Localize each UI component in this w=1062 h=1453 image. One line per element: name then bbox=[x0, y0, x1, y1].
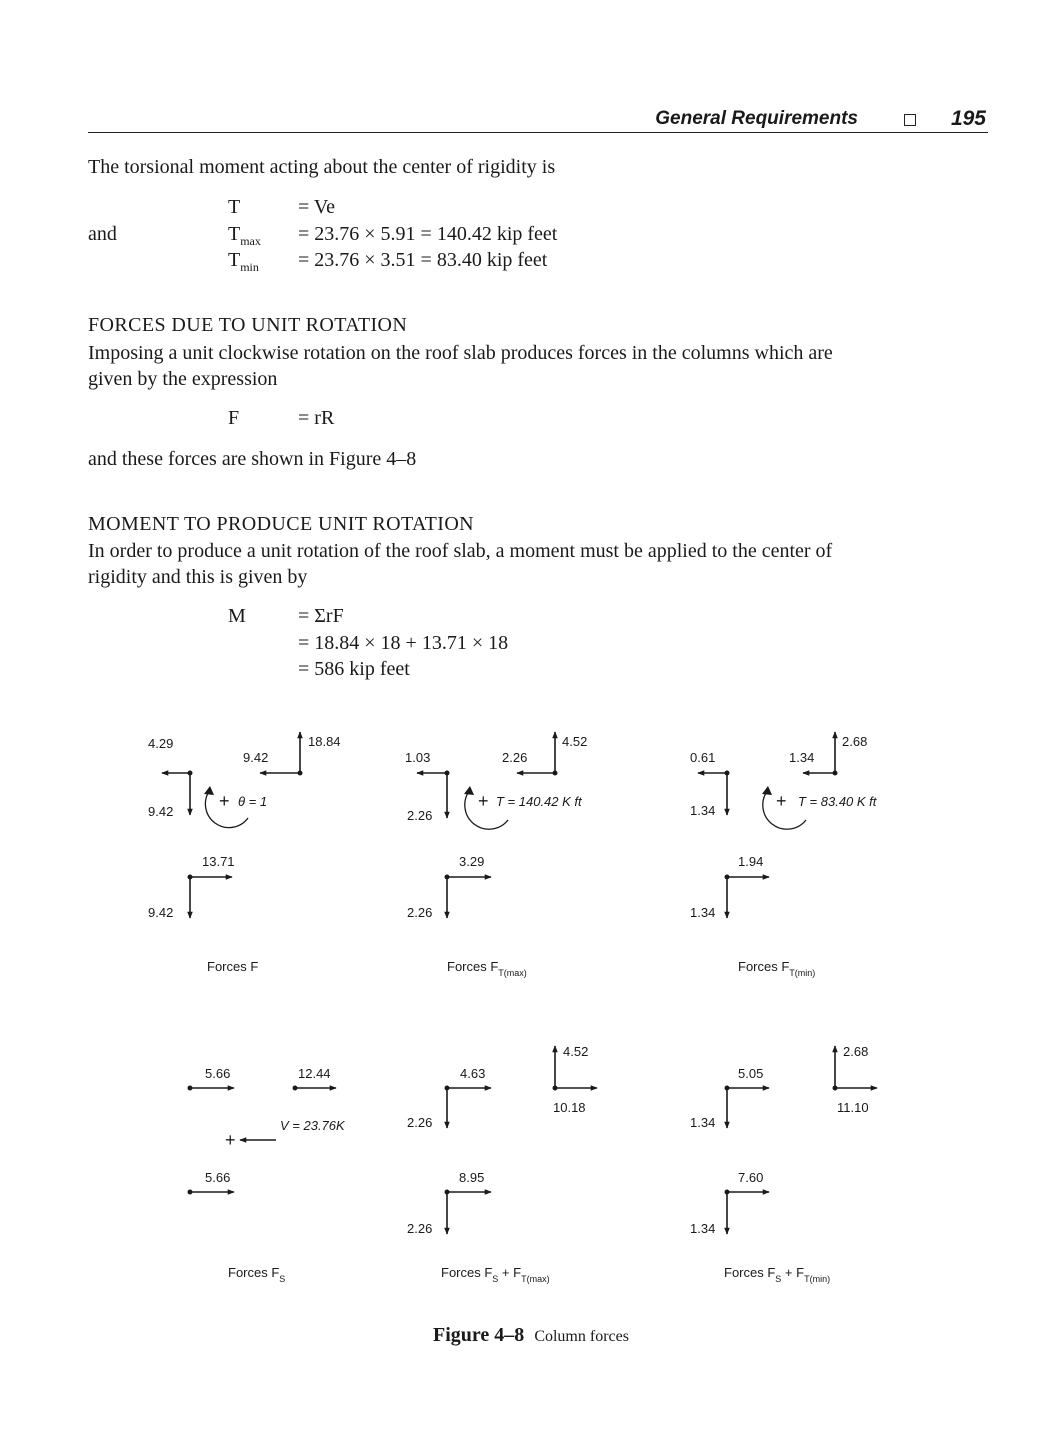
shear-label: V = 23.76K bbox=[280, 1118, 345, 1133]
force-label: 5.05 bbox=[738, 1066, 764, 1081]
rotation-arrowhead-icon bbox=[204, 786, 214, 795]
paragraph-shown-in-figure: and these forces are shown in Figure 4–8 bbox=[88, 448, 417, 470]
force-label: 5.66 bbox=[205, 1066, 231, 1081]
torsion-label: T = 140.42 K ft bbox=[496, 794, 582, 809]
force-label: 1.34 bbox=[690, 803, 716, 818]
column-node bbox=[445, 1190, 450, 1195]
column-node bbox=[553, 771, 558, 776]
force-label: 3.29 bbox=[459, 854, 485, 869]
force-label: 1.34 bbox=[690, 1221, 716, 1236]
column-node bbox=[188, 1190, 193, 1195]
force-label: 2.26 bbox=[407, 808, 433, 823]
force-label: 5.66 bbox=[205, 1170, 231, 1185]
diagram-forces-fs-ft-min bbox=[690, 1044, 877, 1284]
eq3-lhs: $T_{min}$ bbox=[228, 249, 259, 274]
force-label: 2.26 bbox=[407, 905, 433, 920]
diagram-title: Forces F bbox=[207, 959, 259, 974]
diagram-title: Forces $F_{T(min)}$ bbox=[738, 959, 816, 978]
diagram-forces-ft-max bbox=[405, 732, 587, 978]
force-label: 1.34 bbox=[789, 750, 815, 765]
figure-caption bbox=[0, 1324, 1062, 1347]
eq5-rhs: = ΣrF bbox=[298, 605, 344, 627]
column-node bbox=[725, 1086, 730, 1091]
column-node bbox=[188, 771, 193, 776]
paragraph-imposing-1: Imposing a unit clockwise rotation on the roof slab produces forces in the columns which are bbox=[88, 342, 833, 364]
force-label: 7.60 bbox=[738, 1170, 764, 1185]
figure-caption-label: Figure 4–8 bbox=[433, 1324, 525, 1346]
force-label: 2.68 bbox=[842, 734, 868, 749]
heading-forces-unit-rotation: FORCES DUE TO UNIT ROTATION bbox=[88, 314, 408, 336]
heading-moment-unit-rotation: MOMENT TO PRODUCE UNIT ROTATION bbox=[88, 513, 475, 535]
force-label: 10.18 bbox=[553, 1100, 586, 1115]
page-number: 195 bbox=[950, 107, 986, 130]
torsion-label: T = 83.40 K ft bbox=[798, 794, 877, 809]
eq2-rhs: = 23.76 × 5.91 = 140.42 kip feet bbox=[298, 223, 558, 245]
rotation-arrowhead-icon bbox=[762, 786, 772, 795]
diagram-forces-fs-ft-max bbox=[407, 1044, 597, 1284]
paragraph-imposing-2: given by the expression bbox=[88, 368, 278, 390]
eq3-rhs: = 23.76 × 3.51 = 83.40 kip feet bbox=[298, 249, 548, 271]
force-label: 0.61 bbox=[690, 750, 716, 765]
force-label: 18.84 bbox=[308, 734, 341, 749]
column-node bbox=[298, 771, 303, 776]
header-title: General Requirements bbox=[655, 108, 858, 129]
force-label: 2.68 bbox=[843, 1044, 869, 1059]
column-node bbox=[188, 875, 193, 880]
figure-caption-text: Column forces bbox=[534, 1328, 629, 1345]
force-label: 4.63 bbox=[460, 1066, 486, 1081]
force-label: 1.34 bbox=[690, 905, 716, 920]
plus-sign: + bbox=[478, 791, 489, 811]
diagram-forces-ft-min bbox=[690, 732, 878, 978]
force-label: 4.29 bbox=[148, 736, 174, 751]
rotation-label: θ = 1 bbox=[238, 794, 268, 809]
force-label: 1.94 bbox=[738, 854, 764, 869]
plus-sign: + bbox=[225, 1130, 236, 1150]
diagram-forces-f bbox=[148, 732, 341, 974]
eq4-rhs: = rR bbox=[298, 407, 335, 429]
force-label: 8.95 bbox=[459, 1170, 485, 1185]
force-label: 2.26 bbox=[407, 1221, 433, 1236]
eq7-rhs: = 586 kip feet bbox=[298, 658, 410, 680]
force-label: 2.26 bbox=[502, 750, 528, 765]
rotation-arrowhead-icon bbox=[464, 786, 474, 795]
eq1-rhs: = Ve bbox=[298, 196, 336, 218]
paragraph-moment-1: In order to produce a unit rotation of the roof slab, a moment must be applied to the center of bbox=[88, 540, 833, 562]
force-label: 4.52 bbox=[563, 1044, 589, 1059]
column-node bbox=[833, 771, 838, 776]
diagram-forces-fs bbox=[188, 1066, 347, 1284]
paragraph-moment-2: rigidity and this is given by bbox=[88, 566, 308, 588]
column-node bbox=[833, 1086, 838, 1091]
force-label: 12.44 bbox=[298, 1066, 331, 1081]
paragraph-torsion: The torsional moment acting about the center of rigidity is bbox=[88, 156, 556, 178]
diagram-title: Forces $F_S + F_{T(min)}$ bbox=[724, 1265, 831, 1284]
diagram-title: Forces $F_S$ bbox=[228, 1265, 286, 1284]
eq4-lhs: F bbox=[228, 407, 240, 429]
eq1-lhs: T bbox=[228, 196, 241, 218]
and-label: and bbox=[88, 223, 117, 245]
force-label: 1.34 bbox=[690, 1115, 716, 1130]
column-node bbox=[725, 771, 730, 776]
column-node bbox=[725, 875, 730, 880]
column-node bbox=[445, 771, 450, 776]
force-label: 13.71 bbox=[202, 854, 235, 869]
force-label: 2.26 bbox=[407, 1115, 433, 1130]
column-node bbox=[293, 1086, 298, 1091]
diagram-title: Forces $F_{T(max)}$ bbox=[447, 959, 527, 978]
force-label: 9.42 bbox=[243, 750, 269, 765]
eq2-lhs: $T_{max}$ bbox=[228, 223, 261, 248]
force-label: 4.52 bbox=[562, 734, 588, 749]
column-node bbox=[445, 875, 450, 880]
eq6-rhs: = 18.84 × 18 + 13.71 × 18 bbox=[298, 632, 509, 654]
plus-sign: + bbox=[776, 791, 787, 811]
diagram-title: Forces $F_S + F_{T(max)}$ bbox=[441, 1265, 550, 1284]
force-label: 9.42 bbox=[148, 804, 174, 819]
column-node bbox=[445, 1086, 450, 1091]
column-node bbox=[188, 1086, 193, 1091]
force-label: 9.42 bbox=[148, 905, 174, 920]
force-label: 11.10 bbox=[837, 1100, 869, 1115]
force-label: 1.03 bbox=[405, 750, 431, 765]
plus-sign: + bbox=[219, 791, 230, 811]
column-node bbox=[725, 1190, 730, 1195]
column-node bbox=[553, 1086, 558, 1091]
eq5-lhs: M bbox=[228, 605, 246, 627]
